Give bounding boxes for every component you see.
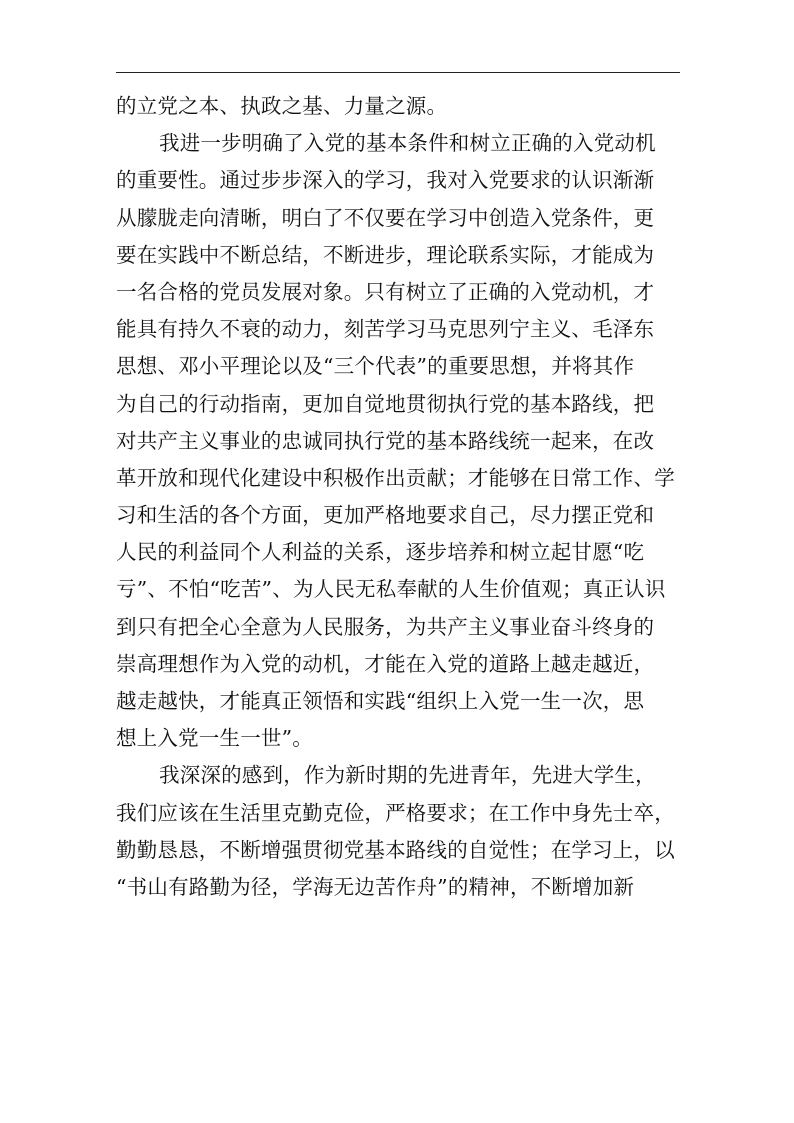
text-line: 习和生活的各个方面，更加严格地要求自己，尽力摆正党和: [116, 503, 655, 528]
text-line: 要在实践中不断总结，不断进步，理论联系实际，才能成为: [116, 242, 655, 267]
text-line: 到只有把全心全意为人民服务，为共产主义事业奋斗终身的: [116, 614, 655, 639]
text-line: “书山有路勤为径，学海无边苦作舟”的精神，不断增加新: [116, 874, 635, 899]
text-line: 亏”、不怕“吃苦”、为人民无私奉献的人生价值观；真正认识: [116, 577, 666, 602]
header-rule: [116, 72, 680, 73]
text-line: 一名合格的党员发展对象。只有树立了正确的入党动机，才: [116, 279, 655, 304]
text-line: 的重要性。通过步步深入的学习，我对入党要求的认识渐渐: [116, 168, 655, 193]
paragraph-1: [116, 88, 684, 125]
text-line: 勤勤恳恳，不断增强贯彻党基本路线的自觉性；在学习上，以: [116, 837, 675, 862]
text-line: 我们应该在生活里克勤克俭，严格要求；在工作中身先士卒，: [116, 800, 675, 825]
text-line: 人民的利益同个人利益的关系，逐步培养和树立起甘愿“吃: [116, 540, 645, 565]
text-line: 越走越快，才能真正领悟和实践“组织上入党一生一次，思: [116, 689, 645, 713]
text-line: 对共产主义事业的忠诚同执行党的基本路线统一起来，在改: [116, 428, 655, 453]
text-line: 崇高理想作为入党的动机，才能在入党的道路上越走越近，: [116, 651, 655, 676]
text-line: 从朦胧走向清晰，明白了不仅要在学习中创造入党条件，更: [116, 205, 655, 230]
text-line: 的立党之本、执政之基、力量之源。: [116, 94, 448, 118]
paragraph-3: [116, 757, 684, 906]
text-line: 为自己的行动指南，更加自觉地贯彻执行党的基本路线，把: [116, 391, 655, 416]
text-line: 思想、邓小平理论以及“三个代表”的重要思想，并将其作: [116, 354, 635, 379]
paragraph-2: [116, 125, 684, 757]
text-line: 想上入党一生一世”。: [116, 726, 313, 751]
text-line: 我深深的感到，作为新时期的先进青年，先进大学生，: [159, 763, 656, 788]
text-line: 我进一步明确了入党的基本条件和树立正确的入党动机: [159, 131, 656, 156]
text-line: 能具有持久不衰的动力，刻苦学习马克思列宁主义、毛泽东: [116, 317, 655, 342]
document-body: [116, 88, 684, 906]
text-line: 革开放和现代化建设中积极作出贡献；才能够在日常工作、学: [116, 465, 675, 490]
